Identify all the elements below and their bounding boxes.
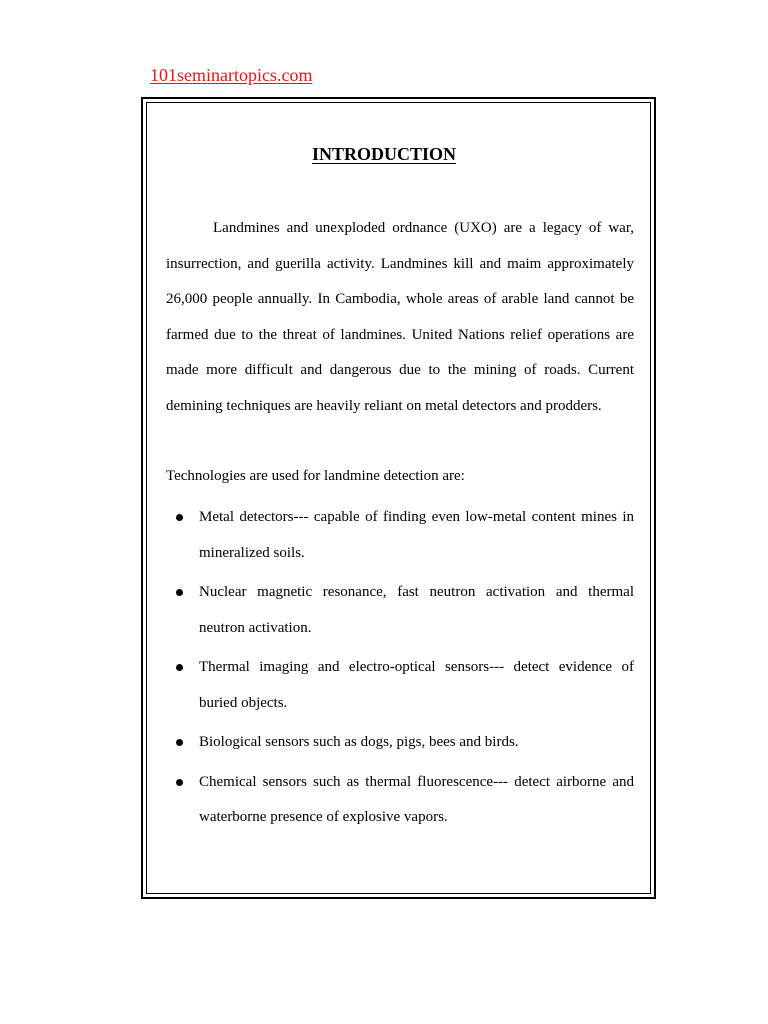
bullet-icon bbox=[176, 589, 183, 596]
list-item-text: Nuclear magnetic resonance, fast neutron activation and thermal neutron activation. bbox=[199, 584, 634, 636]
site-link[interactable]: 101seminartopics.com bbox=[150, 65, 313, 85]
list-item bbox=[166, 765, 634, 836]
bullet-icon bbox=[176, 779, 183, 786]
list-item-text: Chemical sensors such as thermal fluorescence--- detect airborne and waterborne presence of explosive vapors. bbox=[199, 773, 634, 825]
bullet-icon bbox=[176, 664, 183, 671]
list-item bbox=[166, 650, 634, 721]
list-item-text: Biological sensors such as dogs, pigs, bees and birds. bbox=[199, 734, 519, 750]
list-item bbox=[166, 500, 634, 571]
bullet-icon bbox=[176, 739, 183, 746]
list-item-text: Metal detectors--- capable of finding even low-metal content mines in mineralized soils. bbox=[199, 509, 634, 561]
intro-paragraph: Landmines and unexploded ordnance (UXO) are a legacy of war, insurrection, and guerilla activity. Landmines kill and maim approximately 26,000 people annually. In Cambodia, whole areas of arable land cannot be farmed due to the threat of landmines. United Nations relief operations are made more difficult and dangerous due to the mining of roads. Current demining techniques are heavily reliant on metal detectors and prodders. bbox=[166, 220, 634, 414]
list-item bbox=[166, 725, 634, 761]
page-title: INTRODUCTION bbox=[311, 144, 457, 164]
technologies-list bbox=[166, 500, 634, 840]
list-item-text: Thermal imaging and electro-optical sensors--- detect evidence of buried objects. bbox=[199, 659, 634, 711]
technologies-lead: Technologies are used for landmine detection are: bbox=[166, 468, 465, 484]
bullet-icon bbox=[176, 514, 183, 521]
list-item bbox=[166, 575, 634, 646]
